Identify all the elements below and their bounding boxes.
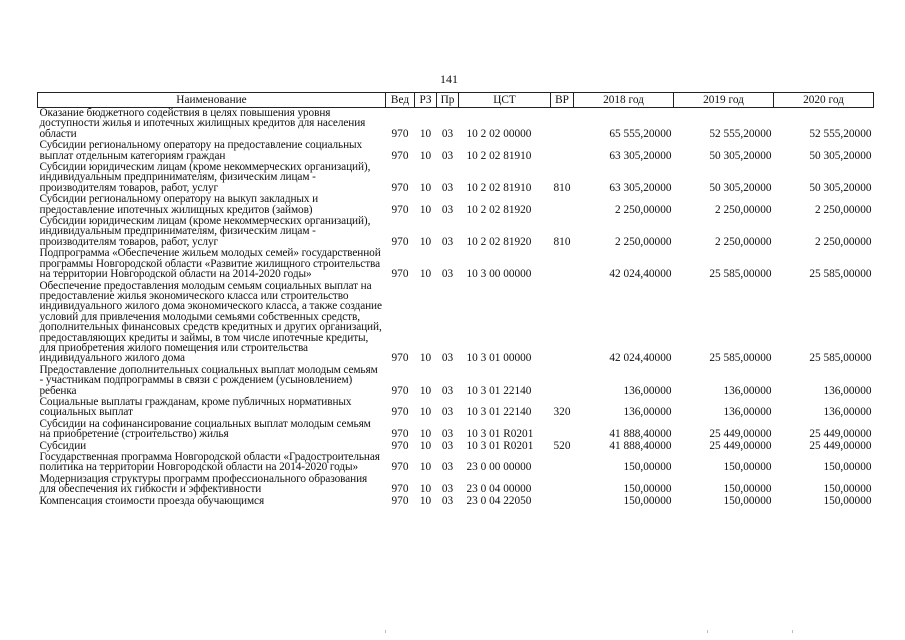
row-name-cell: Субсидии юридическим лицам (кроме некоммерческих организаций), индивидуальным предпринимателям, физическим лицам - производителям товаров, работ, услуг (39, 161, 371, 194)
row-vr-cell (551, 419, 574, 441)
table-row (38, 496, 874, 507)
row-name-cell: Субсидии региональному оператору на предоставление социальных выплат отдельным категориям граждан (39, 139, 363, 162)
row-cst-cell: 23 0 04 22050 (466, 494, 532, 507)
row-ved-cell: 970 (391, 406, 409, 419)
row-2019-cell: 150,00000 (723, 483, 772, 496)
row-2018-cell: 65 555,20000 (609, 127, 672, 140)
row-vr-cell (551, 140, 574, 162)
row-2019-cell: 25 449,00000 (709, 439, 772, 452)
row-2020-cell: 50 305,20000 (809, 149, 872, 162)
table-row (38, 281, 874, 365)
row-name-cell: Государственная программа Новгородской области «Градостроительная политика на территории Новгородской области на 2014-2020 годы» (39, 451, 380, 474)
header-name: Наименование (38, 93, 386, 108)
row-rz-cell: 10 (419, 268, 432, 281)
row-rz-cell: 10 (419, 149, 432, 162)
row-2018-cell: 2 250,00000 (615, 203, 672, 216)
row-cst-cell: 10 2 02 81920 (466, 203, 532, 216)
row-2019-cell: 25 449,00000 (709, 428, 772, 441)
row-rz-cell: 10 (419, 127, 432, 140)
row-2020-cell: 150,00000 (823, 461, 872, 474)
row-rz-cell: 10 (419, 439, 432, 452)
row-2018-cell: 150,00000 (623, 494, 672, 507)
row-name-cell: Субсидии (39, 439, 87, 452)
row-2018-cell: 150,00000 (623, 483, 672, 496)
row-2020-cell: 25 585,00000 (809, 352, 872, 365)
row-rz-cell: 10 (419, 483, 432, 496)
row-2020-cell: 52 555,20000 (809, 127, 872, 140)
table-row (38, 140, 874, 162)
row-pr-cell: 03 (441, 127, 454, 140)
row-pr-cell: 03 (441, 406, 454, 419)
row-ved-cell: 970 (391, 461, 409, 474)
row-2019-cell: 52 555,20000 (709, 127, 772, 140)
row-name-cell: Субсидии региональному оператору на выкуп закладных и предоставление ипотечных жилищных кредитов (займов) (39, 193, 319, 216)
row-2018-cell: 136,00000 (623, 384, 672, 397)
row-2019-cell: 25 585,00000 (709, 268, 772, 281)
row-rz-cell: 10 (419, 181, 432, 194)
table-row (38, 194, 874, 216)
row-vr-cell (551, 281, 574, 365)
row-2020-cell: 25 449,00000 (809, 428, 872, 441)
row-rz-cell: 10 (419, 461, 432, 474)
row-2018-cell: 41 888,40000 (609, 439, 672, 452)
header-2020: 2020 год (774, 93, 874, 108)
row-cst-cell: 10 2 02 81910 (466, 181, 532, 194)
row-name-cell: Подпрограмма «Обеспечение жильем молодых семей» государственной программы Новгородской области «Развитие жилищного строительства на территории Новгородской области на 2014-2020 годы» (39, 247, 381, 281)
row-ved-cell: 970 (391, 494, 409, 507)
row-ved-cell: 970 (391, 483, 409, 496)
row-vr-cell: 810 (553, 235, 571, 248)
row-2019-cell: 150,00000 (723, 494, 772, 507)
row-pr-cell: 03 (441, 352, 454, 365)
page-number: 141 (440, 72, 458, 86)
row-rz-cell: 10 (419, 203, 432, 216)
row-vr-cell: 810 (553, 181, 571, 194)
row-ved-cell: 970 (391, 127, 409, 140)
row-vr-cell: 320 (553, 406, 571, 419)
row-pr-cell: 03 (441, 203, 454, 216)
row-pr-cell: 03 (441, 483, 454, 496)
row-2018-cell: 42 024,40000 (609, 268, 672, 281)
row-ved-cell: 970 (391, 439, 409, 452)
row-name-cell: Субсидии на софинансирование социальных выплат молодым семьям на приобретение (строительство) жилья (39, 417, 371, 441)
header-vr: ВР (551, 93, 574, 108)
row-cst-cell: 23 0 00 00000 (466, 461, 532, 474)
row-2019-cell: 150,00000 (723, 461, 772, 474)
row-rz-cell: 10 (419, 352, 432, 365)
row-rz-cell: 10 (419, 406, 432, 419)
row-2018-cell: 136,00000 (623, 406, 672, 419)
row-cst-cell: 10 2 02 81910 (466, 149, 532, 162)
row-vr-cell: 520 (553, 439, 571, 452)
header-rz: РЗ (415, 93, 437, 108)
row-ved-cell: 970 (391, 428, 409, 441)
row-2020-cell: 2 250,00000 (815, 203, 872, 216)
row-pr-cell: 03 (441, 149, 454, 162)
row-2020-cell: 150,00000 (823, 494, 872, 507)
row-2019-cell: 25 585,00000 (709, 352, 772, 365)
row-2019-cell: 50 305,20000 (709, 181, 772, 194)
row-rz-cell: 10 (419, 428, 432, 441)
row-ved-cell: 970 (391, 203, 409, 216)
row-name-cell: Компенсация стоимости проезда обучающимся (39, 494, 265, 507)
table-row (38, 216, 874, 248)
row-name-cell: Субсидии юридическим лицам (кроме некоммерческих организаций), индивидуальным предпринимателям, физическим лицам - производителям товаров, работ, услуг (39, 215, 371, 248)
table-header-row (38, 93, 874, 108)
table-body (38, 108, 874, 508)
row-name-cell: Обеспечение предоставления молодым семьям социальных выплат на предоставление жилья экономического класса или строительство индивидуального жилого дома экономического класса, а также создание условий для привлечения молодыми семьями собственных средств, дополнительных финансовых средств кредитных и других организаций, предоставляющих кредиты и займы, в том числе ипотечные кредиты, для приобретения жилого помещения или строительства индивидуального жилого дома (39, 279, 382, 365)
row-vr-cell (551, 194, 574, 216)
row-pr-cell: 03 (441, 181, 454, 194)
row-pr-cell: 03 (441, 428, 454, 441)
row-cst-cell: 10 2 02 81920 (466, 235, 532, 248)
row-cst-cell: 10 3 01 R0201 (466, 428, 534, 441)
row-cst-cell: 10 3 01 00000 (466, 352, 532, 365)
row-ved-cell: 970 (391, 384, 409, 397)
row-rz-cell: 10 (419, 235, 432, 248)
row-pr-cell: 03 (441, 384, 454, 397)
row-pr-cell: 03 (441, 235, 454, 248)
header-2018: 2018 год (574, 93, 674, 108)
row-2020-cell: 25 449,00000 (809, 439, 872, 452)
row-2020-cell: 2 250,00000 (815, 235, 872, 248)
row-rz-cell: 10 (419, 494, 432, 507)
table-row (38, 108, 874, 141)
row-vr-cell (551, 248, 574, 280)
row-rz-cell: 10 (419, 384, 432, 397)
row-2018-cell: 41 888,40000 (609, 428, 672, 441)
row-2019-cell: 2 250,00000 (715, 203, 772, 216)
row-pr-cell: 03 (441, 268, 454, 281)
row-cst-cell: 10 3 01 22140 (466, 406, 532, 419)
header-ved: Вед (386, 93, 415, 108)
row-2018-cell: 2 250,00000 (615, 235, 672, 248)
row-2018-cell: 63 305,20000 (609, 149, 672, 162)
row-vr-cell (551, 365, 574, 397)
row-ved-cell: 970 (391, 181, 409, 194)
row-ved-cell: 970 (391, 149, 409, 162)
row-pr-cell: 03 (441, 494, 454, 507)
row-name-cell: Социальные выплаты гражданам, кроме публичных нормативных социальных выплат (39, 395, 352, 419)
row-2018-cell: 150,00000 (623, 461, 672, 474)
scan-marks (0, 630, 905, 640)
budget-table (37, 92, 874, 507)
row-2019-cell: 2 250,00000 (715, 235, 772, 248)
row-cst-cell: 23 0 04 00000 (466, 483, 532, 496)
row-name-cell: Модернизация структуры программ профессионального образования для обеспечения их гибкости и эффективности (39, 472, 368, 496)
row-2020-cell: 136,00000 (823, 384, 872, 397)
table-row (38, 397, 874, 419)
row-pr-cell: 03 (441, 461, 454, 474)
row-2020-cell: 50 305,20000 (809, 181, 872, 194)
header-2019: 2019 год (674, 93, 774, 108)
table-row (38, 474, 874, 496)
row-ved-cell: 970 (391, 352, 409, 365)
row-2020-cell: 136,00000 (823, 406, 872, 419)
row-2020-cell: 150,00000 (823, 483, 872, 496)
header-pr: Пр (437, 93, 459, 108)
row-name-cell: Предоставление дополнительных социальных выплат молодым семьям - участникам подпрограммы в связи с рождением (усыновлением) ребенка (39, 363, 378, 397)
table-row (38, 248, 874, 280)
table-row (38, 452, 874, 474)
row-cst-cell: 10 2 02 00000 (466, 127, 532, 140)
row-2019-cell: 136,00000 (723, 406, 772, 419)
row-vr-cell (551, 496, 574, 507)
table-row (38, 365, 874, 397)
row-2020-cell: 25 585,00000 (809, 268, 872, 281)
row-2018-cell: 42 024,40000 (609, 352, 672, 365)
row-2019-cell: 136,00000 (723, 384, 772, 397)
row-ved-cell: 970 (391, 268, 409, 281)
row-name-cell: Оказание бюджетного содействия в целях повышения уровня доступности жилья и ипотечных жилищных кредитов для населения области (39, 107, 366, 140)
table-row (38, 419, 874, 441)
row-cst-cell: 10 3 01 22140 (466, 384, 532, 397)
row-2018-cell: 63 305,20000 (609, 181, 672, 194)
row-cst-cell: 10 3 00 00000 (466, 268, 532, 281)
row-2019-cell: 50 305,20000 (709, 149, 772, 162)
table-row (38, 162, 874, 194)
row-vr-cell (551, 474, 574, 496)
row-pr-cell: 03 (441, 439, 454, 452)
header-cst: ЦСТ (459, 93, 551, 108)
row-vr-cell (551, 108, 574, 141)
row-cst-cell: 10 3 01 R0201 (466, 439, 534, 452)
row-vr-cell (551, 452, 574, 474)
row-ved-cell: 970 (391, 235, 409, 248)
